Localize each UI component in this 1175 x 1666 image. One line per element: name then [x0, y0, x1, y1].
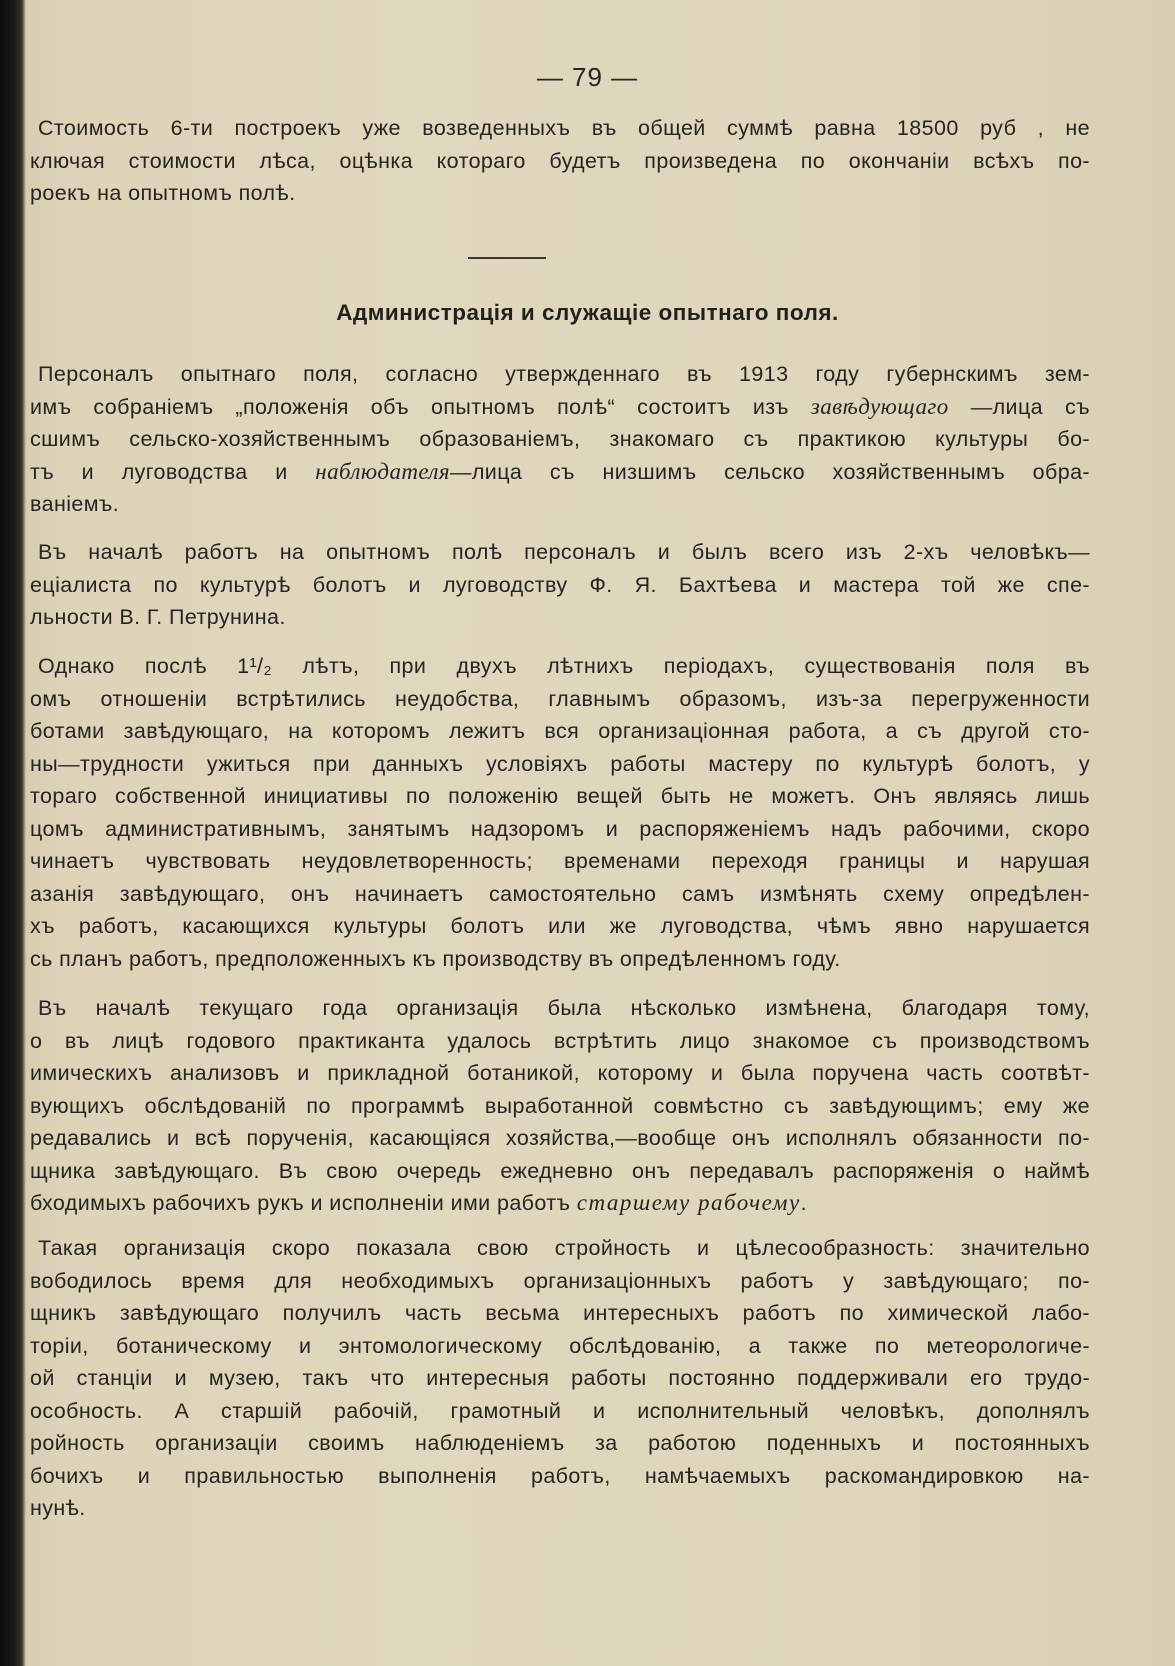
text-line: Персоналъ опытнаго поля, согласно утвержденнаго въ 1913 году губернскимъ зем- — [38, 362, 1090, 386]
italic-term-manager: завѣдующаго — [810, 393, 949, 419]
text-segment: . — [800, 1191, 808, 1215]
text-line: ключая стоимости лѣса, оцѣнка котораго будетъ произведена по окончаніи всѣхъ по- — [30, 148, 1090, 173]
text-line: хъ работъ, касающихся культуры болотъ или же луговодства, чѣмъ явно нарушается — [30, 914, 1090, 938]
text-line: ботами завѣдующаго, на которомъ лежитъ вся организаціонная работа, а съ другой сто- — [30, 719, 1090, 743]
paragraph-staff — [30, 358, 1090, 521]
italic-term-senior-worker: старшему рабочему — [576, 1190, 801, 1215]
paragraph-reorganization — [30, 992, 1090, 1220]
paragraph-initial-staff — [30, 536, 1090, 634]
text-line: ой станціи и музею, такъ что интересныя работы постоянно поддерживали его трудо- — [30, 1366, 1090, 1390]
text-line: редавались и всѣ порученія, касающіяся хозяйства,—вообще онъ исполнялъ обязанности по- — [30, 1126, 1090, 1150]
text-line: Такая организація скоро показала свою стройность и цѣлесообразность: значительно — [38, 1236, 1090, 1260]
text-line: особность. А старшій рабочій, грамотный и исполнительный человѣкъ, дополнялъ — [30, 1398, 1090, 1423]
text-line: ны—трудности ужиться при данныхъ условіяхъ работы мастеру по культурѣ болотъ, у — [30, 751, 1090, 776]
text-line: цомъ административнымъ, занятымъ надзоромъ и распоряженіемъ надъ рабочими, скоро — [30, 816, 1090, 841]
text-line: щника завѣдующаго. Въ свою очередь ежедневно онъ передавалъ распоряженія о наймѣ — [30, 1158, 1090, 1183]
text-line — [30, 1187, 1090, 1220]
intro-paragraph — [30, 112, 1090, 210]
text-line: омъ отношеніи встрѣтились неудобства, главнымъ образомъ, изъ-за перегруженности — [30, 686, 1090, 711]
text-line: о въ лицѣ годового практиканта удалось встрѣтить лицо знакомое съ производствомъ — [30, 1028, 1090, 1053]
italic-term-observer: наблюдателя — [315, 458, 450, 484]
text-line: вободилось время для необходимыхъ организаціонныхъ работъ у завѣдующаго; по- — [30, 1268, 1090, 1293]
paragraph-results — [30, 1232, 1090, 1525]
text-line: вующихъ обслѣдованій по программѣ выработанной совмѣстно съ завѣдующимъ; ему же — [30, 1093, 1090, 1118]
text-line: Стоимость 6-ти построекъ уже возведенныхъ въ общей суммѣ равна 18500 руб , не — [38, 116, 1090, 140]
text-line: торіи, ботаническому и энтомологическому обслѣдованію, а также по метеорологиче- — [30, 1333, 1090, 1358]
text-line: нунѣ. — [30, 1496, 86, 1520]
text-line — [30, 391, 1090, 424]
text-segment: имъ собраніемъ „положенія объ опытномъ полѣ“ состоитъ изъ — [30, 394, 811, 419]
text-line: ваніемъ. — [30, 492, 120, 516]
paragraph-difficulties — [30, 650, 1090, 975]
text-line: чинаетъ чувствовать неудовлетворенность; временами переходя границы и нарушая — [30, 849, 1090, 873]
text-line: еціалиста по культурѣ болотъ и луговодству Ф. Я. Бахтѣева и мастера той же спе- — [30, 572, 1090, 597]
text-line: ройность организаціи своимъ наблюденіемъ за работою поденныхъ и постоянныхъ — [30, 1431, 1090, 1455]
text-segment: —лица съ низшимъ сельско хозяйственнымъ обра- — [449, 459, 1090, 484]
text-line: бочихъ и правильностью выполненія работъ, намѣчаемыхъ раскомандировкою на- — [30, 1463, 1090, 1488]
text-line: льности В. Г. Петрунина. — [30, 605, 286, 629]
text-line: Въ началѣ работъ на опытномъ полѣ персоналъ и былъ всего изъ 2-хъ человѣкъ— — [38, 540, 1090, 564]
page-number: — 79 — — [536, 62, 639, 92]
text-line: щникъ завѣдующаго получилъ часть весьма интересныхъ работъ по химической лабо- — [30, 1301, 1090, 1325]
text-line: азанія завѣдующаго, онъ начинаетъ самостоятельно самъ измѣнять схему опредѣлен- — [30, 881, 1090, 906]
section-divider — [468, 257, 546, 259]
text-line: сь планъ работъ, предположенныхъ къ производству въ опредѣленномъ году. — [30, 946, 841, 971]
text-segment: тъ и луговодства и — [30, 459, 316, 484]
text-segment: бходимыхъ рабочихъ рукъ и исполненіи ими работъ — [30, 1191, 577, 1215]
text-line: сшимъ сельско-хозяйственнымъ образованіемъ, знакомаго съ практикою культуры бо- — [30, 427, 1090, 451]
text-line: Въ началѣ текущаго года организація была нѣсколько измѣнена, благодаря тому, — [38, 996, 1090, 1020]
text-line: роекъ на опытномъ полѣ. — [30, 181, 296, 205]
text-line — [30, 456, 1090, 489]
section-heading: Администрація и служащіе опытнаго поля. — [336, 300, 839, 325]
binding-shadow — [0, 0, 26, 1666]
text-line: Однако послѣ 1¹/₂ лѣтъ, при двухъ лѣтнихъ періодахъ, существованія поля въ — [38, 654, 1090, 678]
text-segment: —лица съ — [948, 394, 1090, 419]
text-line: имическихъ анализовъ и прикладной ботаникой, которому и была поручена часть соотвѣт- — [30, 1061, 1090, 1085]
text-line: тораго собственной инициативы по положенію вещей быть не можетъ. Онъ являясь лишь — [30, 784, 1090, 808]
